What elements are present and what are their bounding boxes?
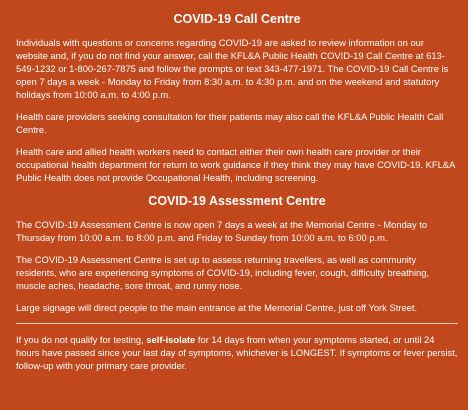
self-isolate-emphasis: self-isolate: [146, 334, 196, 345]
self-isolate-note-before: If you do not qualify for testing,: [16, 334, 147, 345]
assessment-centre-paragraph-2: The COVID-19 Assessment Centre is set up to assess returning travellers, as well as community residents, who are experiencing symptoms of COVID-19, including fever, cough, difficulty breathing, muscle aches, headache, sore throat, and runny nose.: [16, 254, 430, 291]
assessment-centre-paragraph-3: Large signage will direct people to the main entrance at the Memorial Centre, just off York Street.: [16, 302, 418, 313]
assessment-centre-heading: COVID-19 Assessment Centre: [148, 194, 326, 208]
call-centre-heading: COVID-19 Call Centre: [173, 12, 301, 26]
call-centre-paragraph-3: Health care and allied health workers need to contact either their own health care provider or their occupational health department for return to work guidance if they think they may have COVID-19. KFL&A Public Health does not provide Occupational Health, including screening.: [16, 146, 455, 183]
assessment-centre-paragraph-1: The COVID-19 Assessment Centre is now open 7 days a week at the Memorial Centre - Monday to Thursday from 10:00 a.m. to 8:00 p.m. and Friday to Sunday from 10:00 a.m. to 6:00 p.m.: [16, 219, 428, 243]
call-centre-paragraph-1: Individuals with questions or concerns regarding COVID-19 are asked to review information on our website and, if you do not find your answer, call the KFL&A Public Health COVID-19 Call Centre at 613-549-1232 or 1-800-267-7875 and follow the prompts or text 343-477-1971. The COVID-19 Call Centre is open 7 days a week - Monday to Friday from 8:30 a.m. to 4:30 p.m. and on the weekend and statutory holidays from 10:00 a.m. to 4:00 p.m.: [16, 37, 449, 100]
section-divider: [16, 323, 458, 324]
self-isolate-note: [16, 333, 458, 372]
self-isolate-note-after: for 14 days from when your symptoms started, or until 24 hours have passed since your last day of symptoms, whichever is LONGEST. If symptoms or fever persist, follow-up with your primary care provider.: [16, 334, 458, 371]
call-centre-paragraph-2: Health care providers seeking consultation for their patients may also call the KFL&A Public Health Call Centre.: [16, 111, 444, 135]
